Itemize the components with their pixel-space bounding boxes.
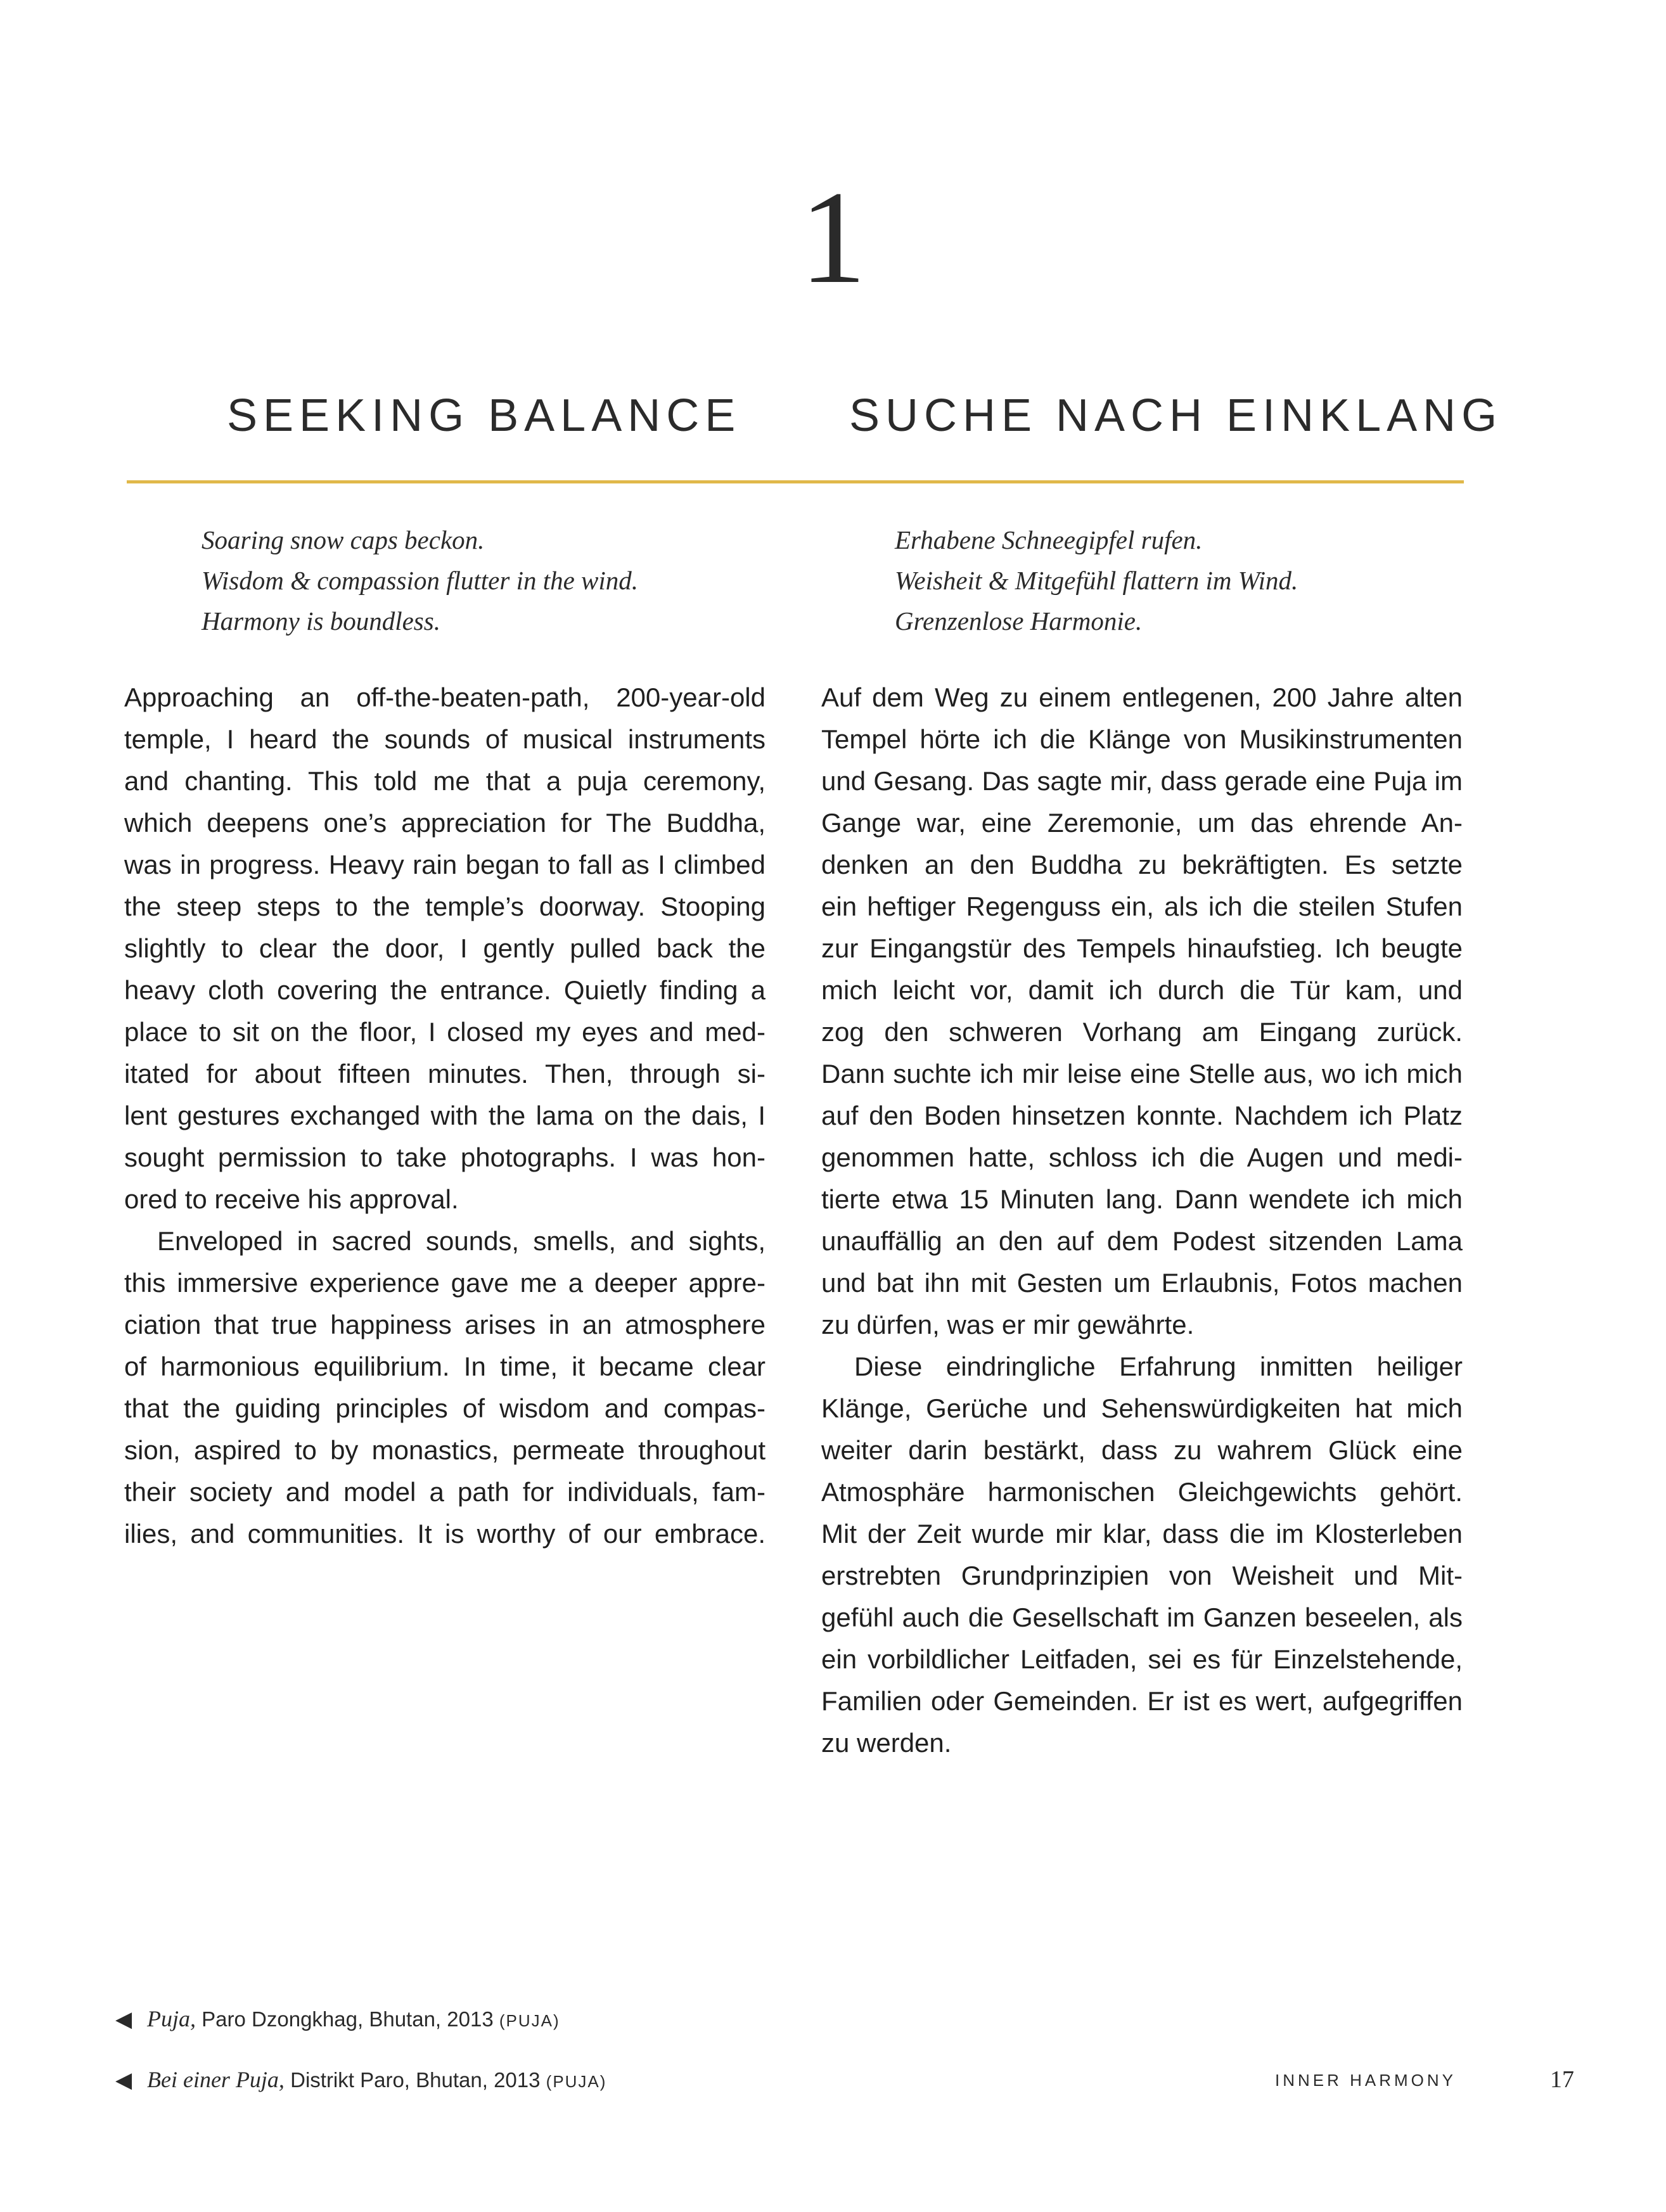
body-line: the steep steps to the temple’s doorway. Stooping [124, 892, 766, 921]
body-line: Gange war, eine Zeremonie, um das ehrende An- [821, 808, 1463, 838]
body-line: this immersive experience gave me a deeper appre- [124, 1268, 766, 1298]
body-line: genommen hatte, schloss ich die Augen und medi- [821, 1142, 1463, 1172]
body-line: sion, aspired to by monastics, permeate throughout [124, 1435, 766, 1465]
arrow-left-icon: ◀ [115, 2007, 132, 2031]
body-line: sought permission to take photographs. I was hon- [124, 1142, 766, 1172]
body-line: zu dürfen, was er mir gewährte. [821, 1310, 1195, 1339]
body-line: unauffällig an den auf dem Podest sitzenden Lama [821, 1226, 1463, 1256]
poem-german [895, 520, 1298, 641]
poem-line: Erhabene Schneegipfel rufen. [895, 525, 1203, 554]
arrow-left-icon: ◀ [115, 2068, 132, 2092]
body-line: Familien oder Gemeinden. Er ist es wert, aufgegriffen [821, 1686, 1463, 1716]
body-line: Approaching an off-the-beaten-path, 200-year-old [124, 682, 766, 712]
body-line: Klänge, Gerüche und Sehenswürdigkeiten hat mich [821, 1393, 1463, 1423]
body-line: erstrebten Grundprinzipien von Weisheit und Mit- [821, 1561, 1463, 1590]
body-line: their society and model a path for individuals, fam- [124, 1477, 766, 1507]
body-text-english [124, 677, 766, 1555]
poem-line: Wisdom & compassion flutter in the wind. [202, 566, 639, 595]
body-line: Auf dem Weg zu einem entlegenen, 200 Jahre alten [821, 682, 1463, 712]
caption-text: Paro Dzongkhag, Bhutan, 2013 [196, 2007, 499, 2031]
body-line: zog den schweren Vorhang am Eingang zurück. [821, 1017, 1463, 1047]
body-line: mich leicht vor, damit ich durch die Tür kam, und [821, 975, 1463, 1005]
poem-line: Grenzenlose Harmonie. [895, 606, 1143, 636]
poem-line: Soaring snow caps beckon. [202, 525, 485, 554]
body-text-german [821, 677, 1463, 1764]
body-line: tierte etwa 15 Minuten lang. Dann wendete ich mich [821, 1184, 1463, 1214]
body-line: itated for about fifteen minutes. Then, through si- [124, 1059, 766, 1089]
body-line: and chanting. This told me that a puja ceremony, [124, 766, 766, 796]
body-line: ein heftiger Regenguss ein, als ich die steilen Stufen [821, 892, 1463, 921]
caption-italic: Puja, [147, 2006, 196, 2031]
body-line: und Gesang. Das sagte mir, dass gerade eine Puja im [821, 766, 1463, 796]
body-line: Tempel hörte ich die Klänge von Musikinstrumenten [821, 724, 1463, 754]
body-line: Diese eindringliche Erfahrung inmitten heiliger [854, 1352, 1463, 1381]
body-line: temple, I heard the sounds of musical instruments [124, 724, 766, 754]
body-line: slightly to clear the door, I gently pulled back the [124, 933, 766, 963]
body-line: Mit der Zeit wurde mir klar, dass die im Klosterleben [821, 1519, 1463, 1549]
page-number: 17 [1550, 2066, 1574, 2093]
body-line: heavy cloth covering the entrance. Quietly finding a [124, 975, 766, 1005]
body-line: auf den Boden hinsetzen konnte. Nachdem ich Platz [821, 1101, 1463, 1130]
photo-caption-german [115, 2068, 606, 2091]
body-line: und bat ihn mit Gesten um Erlaubnis, Fotos machen [821, 1268, 1463, 1298]
poem-english [202, 520, 638, 641]
body-line: ored to receive his approval. [124, 1184, 459, 1214]
body-line: Enveloped in sacred sounds, smells, and sights, [157, 1226, 766, 1256]
title-english: SEEKING BALANCE [227, 390, 741, 441]
photo-caption-english [115, 2007, 560, 2030]
title-divider [127, 480, 1464, 483]
running-footer-section: INNER HARMONY [1275, 2071, 1457, 2090]
caption-text: Distrikt Paro, Bhutan, 2013 [284, 2068, 546, 2092]
body-line: ilies, and communities. It is worthy of our embrace. [124, 1519, 766, 1549]
title-german: SUCHE NACH EINKLANG [849, 390, 1503, 441]
body-line: ciation that true happiness arises in an atmosphere [124, 1310, 766, 1339]
body-line: ein vorbildlicher Leitfaden, sei es für Einzelstehende, [821, 1644, 1463, 1674]
body-line: was in progress. Heavy rain began to fall as I climbed [124, 850, 766, 879]
body-line: lent gestures exchanged with the lama on the dais, I [124, 1101, 766, 1130]
body-line: gefühl auch die Gesellschaft im Ganzen beseelen, als [821, 1602, 1463, 1632]
body-line: place to sit on the floor, I closed my eyes and med- [124, 1017, 766, 1047]
body-line: Dann suchte ich mir leise eine Stelle aus, wo ich mich [821, 1059, 1463, 1089]
caption-tag: (PUJA) [546, 2072, 607, 2091]
body-line: denken an den Buddha zu bekräftigten. Es setzte [821, 850, 1463, 879]
chapter-number: 1 [800, 164, 866, 311]
caption-tag: (PUJA) [499, 2011, 560, 2030]
body-line: weiter darin bestärkt, dass zu wahrem Glück eine [821, 1435, 1463, 1465]
caption-italic: Bei einer Puja, [147, 2067, 285, 2092]
body-line: zur Eingangstür des Tempels hinaufstieg. Ich beugte [821, 933, 1463, 963]
body-line: Atmosphäre harmonischen Gleichgewichts gehört. [821, 1477, 1463, 1507]
body-line: zu werden. [821, 1728, 952, 1758]
poem-line: Harmony is boundless. [202, 606, 440, 636]
poem-line: Weisheit & Mitgefühl flattern im Wind. [895, 566, 1298, 595]
body-line: which deepens one’s appreciation for The Buddha, [124, 808, 766, 838]
body-line: of harmonious equilibrium. In time, it became clear [124, 1352, 766, 1381]
body-line: that the guiding principles of wisdom and compas- [124, 1393, 766, 1423]
